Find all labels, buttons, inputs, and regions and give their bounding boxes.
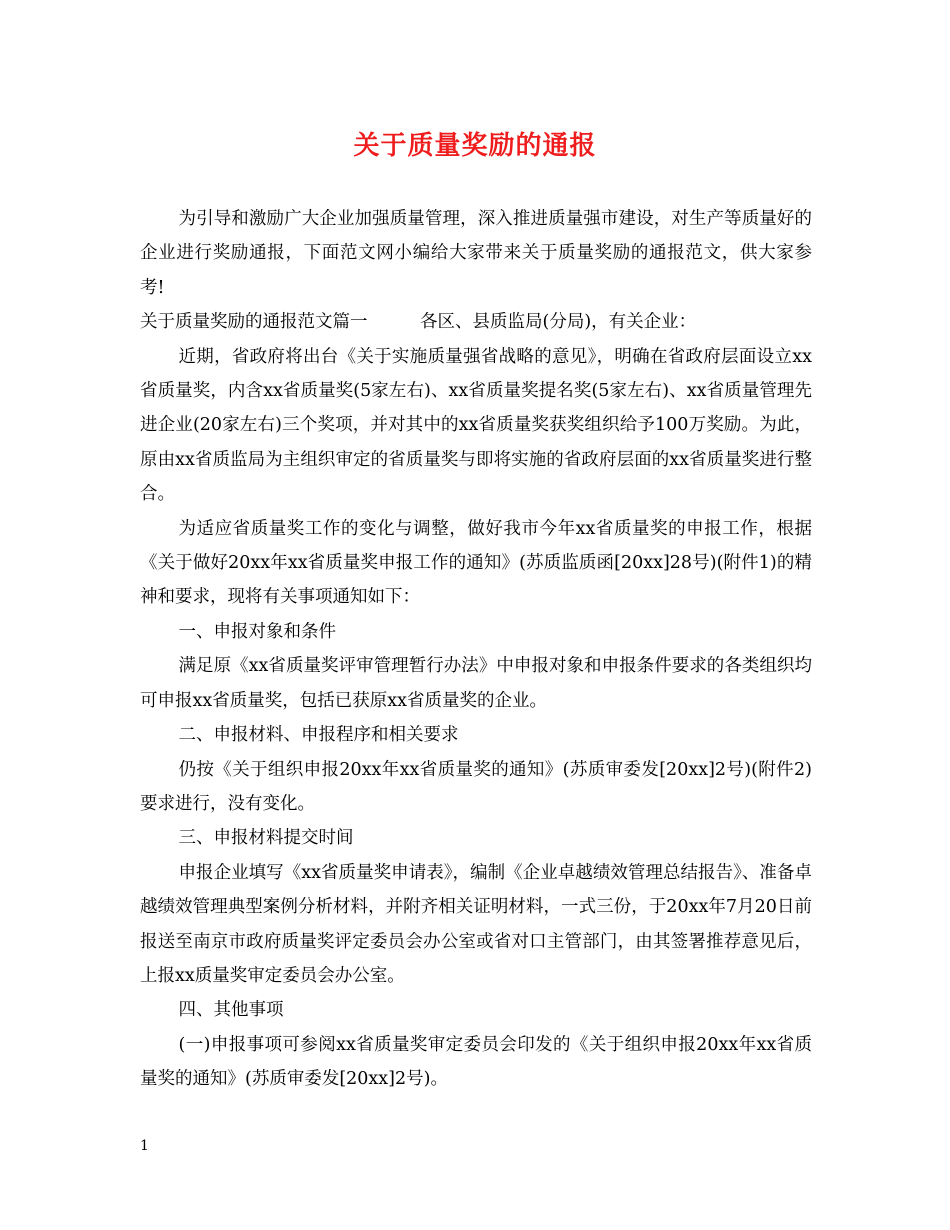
paragraph-purpose: 为适应省质量奖工作的变化与调整，做好我市今年xx省质量奖的申报工作，根据《关于做好20xx年xx省质量奖申报工作的通知》(苏质监质函[20xx]28号)(附件1)的精神和要求，现将有关事项通知如下： (140, 518, 812, 608)
paragraph-heading-salutation: 关于质量奖励的通报范文篇一 各区、县质监局(分局)，有关企业： (140, 312, 697, 333)
paragraph-section-4-item-1: (一)申报事项可参阅xx省质量奖审定委员会印发的《关于组织申报20xx年xx省质量奖的通知》(苏质审委发[20xx]2号)。 (140, 1034, 812, 1090)
paragraph-section-2: 仍按《关于组织申报20xx年xx省质量奖的通知》(苏质审委发[20xx]2号)(附件2)要求进行，没有变化。 (140, 759, 812, 814)
paragraph-background: 近期，省政府将出台《关于实施质量强省战略的意见》，明确在省政府层面设立xx省质量奖，内含xx省质量奖(5家左右)、xx省质量奖提名奖(5家左右)、xx省质量管理先进企业(20家左右)三个奖项，并对其中的xx省质量奖获奖组织给予100万奖励。为此，原由xx省质监局为主组织审定的省质量奖与即将实施的省政府层面的xx省质量奖进行整合。 (140, 346, 812, 505)
paragraph-section-3: 申报企业填写《xx省质量奖申请表》，编制《企业卓越绩效管理总结报告》、准备卓越绩效管理典型案例分析材料，并附齐相关证明材料，一式三份，于20xx年7月20日前报送至南京市政府质量奖评定委员会办公室或省对口主管部门，由其签署推荐意见后，上报xx质量奖审定委员会办公室。 (140, 862, 812, 986)
paragraph-section-1: 满足原《xx省质量奖评审管理暂行办法》中申报对象和申报条件要求的各类组织均可申报xx省质量奖，包括已获原xx省质量奖的企业。 (140, 656, 812, 711)
document-body (140, 202, 812, 1097)
section-heading-2: 二、申报材料、申报程序和相关要求 (178, 725, 459, 746)
section-heading-3: 三、申报材料提交时间 (178, 828, 354, 849)
paragraph-intro: 为引导和激励广大企业加强质量管理，深入推进质量强市建设，对生产等质量好的企业进行奖励通报，下面范文网小编给大家带来关于质量奖励的通报范文，供大家参考! (140, 209, 812, 298)
section-heading-1: 一、申报对象和条件 (178, 621, 336, 642)
document-title: 关于质量奖励的通报 (353, 131, 597, 161)
page-number: 1 (140, 1138, 149, 1154)
section-heading-4: 四、其他事项 (178, 1000, 284, 1021)
